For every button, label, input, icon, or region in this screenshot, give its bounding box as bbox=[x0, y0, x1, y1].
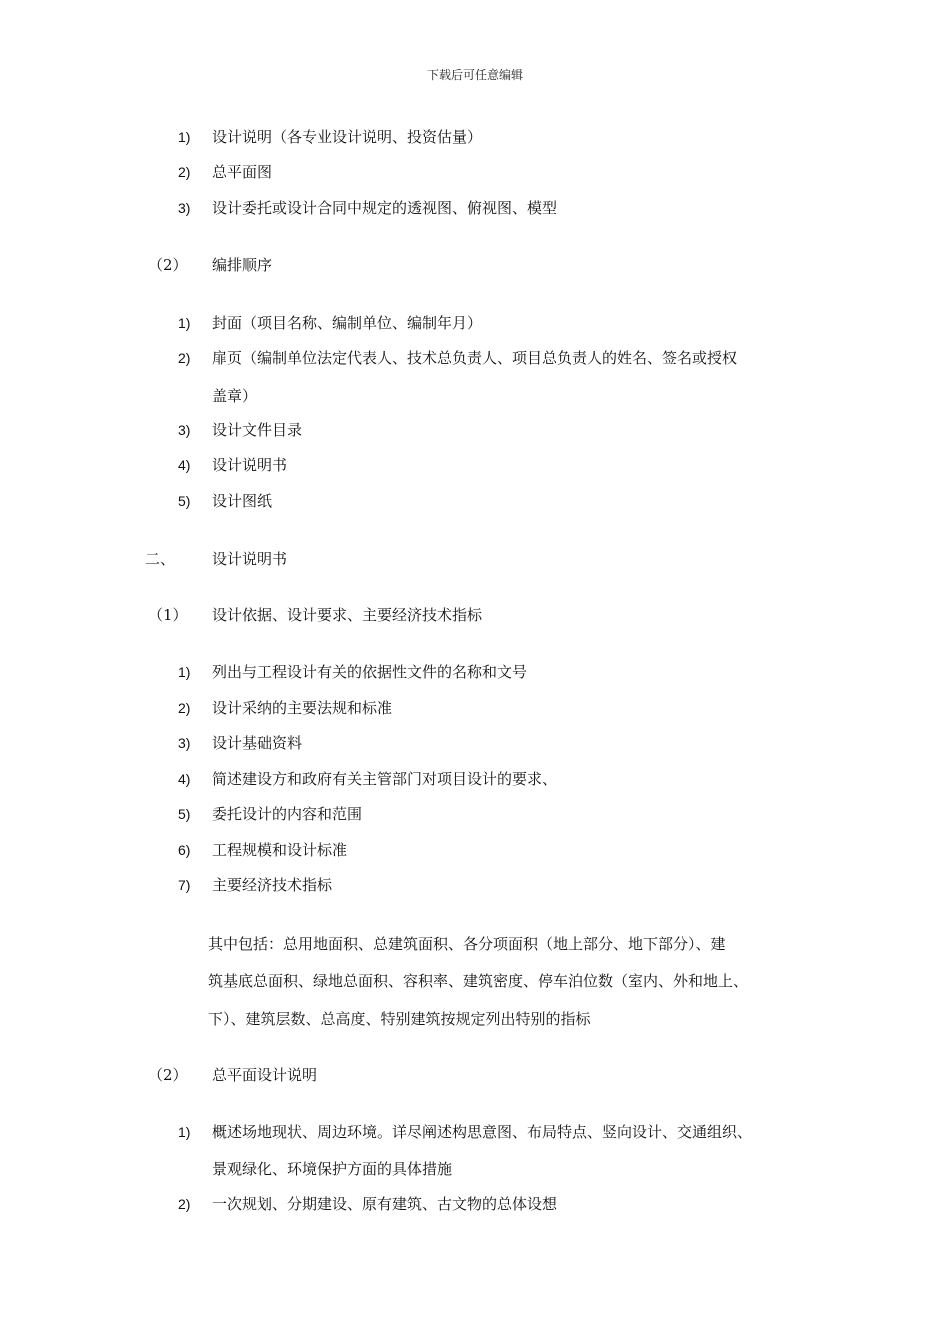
chapter-number: 二、 bbox=[145, 550, 176, 568]
list-text: 设计委托或设计合同中规定的透视图、俯视图、模型 bbox=[212, 199, 558, 217]
section-title: 编排顺序 bbox=[212, 256, 273, 274]
list-text: 总平面图 bbox=[212, 163, 273, 181]
list-text: 概述场地现状、周边环境。详尽阐述构思意图、布局特点、竖向设计、交通组织、 bbox=[212, 1123, 753, 1141]
list-number: 2) bbox=[178, 164, 191, 180]
list-number: 4) bbox=[178, 457, 191, 473]
list-text: 盖章） bbox=[212, 387, 258, 405]
list-number: 7) bbox=[178, 877, 191, 893]
list-text: 工程规模和设计标准 bbox=[212, 841, 348, 859]
list-number: 2) bbox=[178, 350, 191, 366]
section-number: （1） bbox=[148, 606, 188, 624]
section-title: 设计依据、设计要求、主要经济技术指标 bbox=[212, 606, 483, 624]
list-text: 设计说明（各专业设计说明、投资估量） bbox=[212, 128, 483, 146]
list-text: 设计采纳的主要法规和标准 bbox=[212, 699, 393, 717]
list-number: 3) bbox=[178, 200, 191, 216]
list-text: 委托设计的内容和范围 bbox=[212, 805, 363, 823]
list-text: 设计基础资料 bbox=[212, 734, 303, 752]
list-number: 1) bbox=[178, 664, 191, 680]
list-number: 3) bbox=[178, 422, 191, 438]
list-text: 列出与工程设计有关的依据性文件的名称和文号 bbox=[212, 663, 528, 681]
list-text: 简述建设方和政府有关主管部门对项目设计的要求、 bbox=[212, 770, 558, 788]
list-text: 扉页（编制单位法定代表人、技术总负责人、项目总负责人的姓名、签名或授权 bbox=[212, 349, 738, 367]
list-number: 2) bbox=[178, 1196, 191, 1212]
section-title: 总平面设计说明 bbox=[212, 1066, 318, 1084]
list-number: 1) bbox=[178, 129, 191, 145]
list-number: 3) bbox=[178, 735, 191, 751]
list-number: 6) bbox=[178, 842, 191, 858]
paragraph-text: 下）、建筑层数、总高度、特别建筑按规定列出特别的指标 bbox=[208, 1010, 591, 1028]
list-text: 设计说明书 bbox=[212, 456, 288, 474]
list-text: 主要经济技术指标 bbox=[212, 876, 333, 894]
paragraph-text: 其中包括：总用地面积、总建筑面积、各分项面积（地上部分、地下部分）、建 bbox=[208, 935, 726, 953]
list-text: 封面（项目名称、编制单位、编制年月） bbox=[212, 314, 483, 332]
chapter-title: 设计说明书 bbox=[212, 550, 288, 568]
list-number: 2) bbox=[178, 700, 191, 716]
list-text: 设计文件目录 bbox=[212, 421, 303, 439]
page-header: 下载后可任意编辑 bbox=[426, 68, 523, 82]
section-number: （2） bbox=[148, 1066, 188, 1084]
list-text: 一次规划、分期建设、原有建筑、古文物的总体设想 bbox=[212, 1195, 558, 1213]
section-number: （2） bbox=[148, 256, 188, 274]
paragraph-text: 筑基底总面积、绿地总面积、容积率、建筑密度、停车泊位数（室内、外和地上、 bbox=[208, 972, 749, 990]
list-number: 5) bbox=[178, 806, 191, 822]
list-number: 4) bbox=[178, 771, 191, 787]
list-number: 1) bbox=[178, 1124, 191, 1140]
list-number: 5) bbox=[178, 493, 191, 509]
list-text: 景观绿化、环境保护方面的具体措施 bbox=[212, 1160, 453, 1178]
list-text: 设计图纸 bbox=[212, 492, 273, 510]
list-number: 1) bbox=[178, 315, 191, 331]
